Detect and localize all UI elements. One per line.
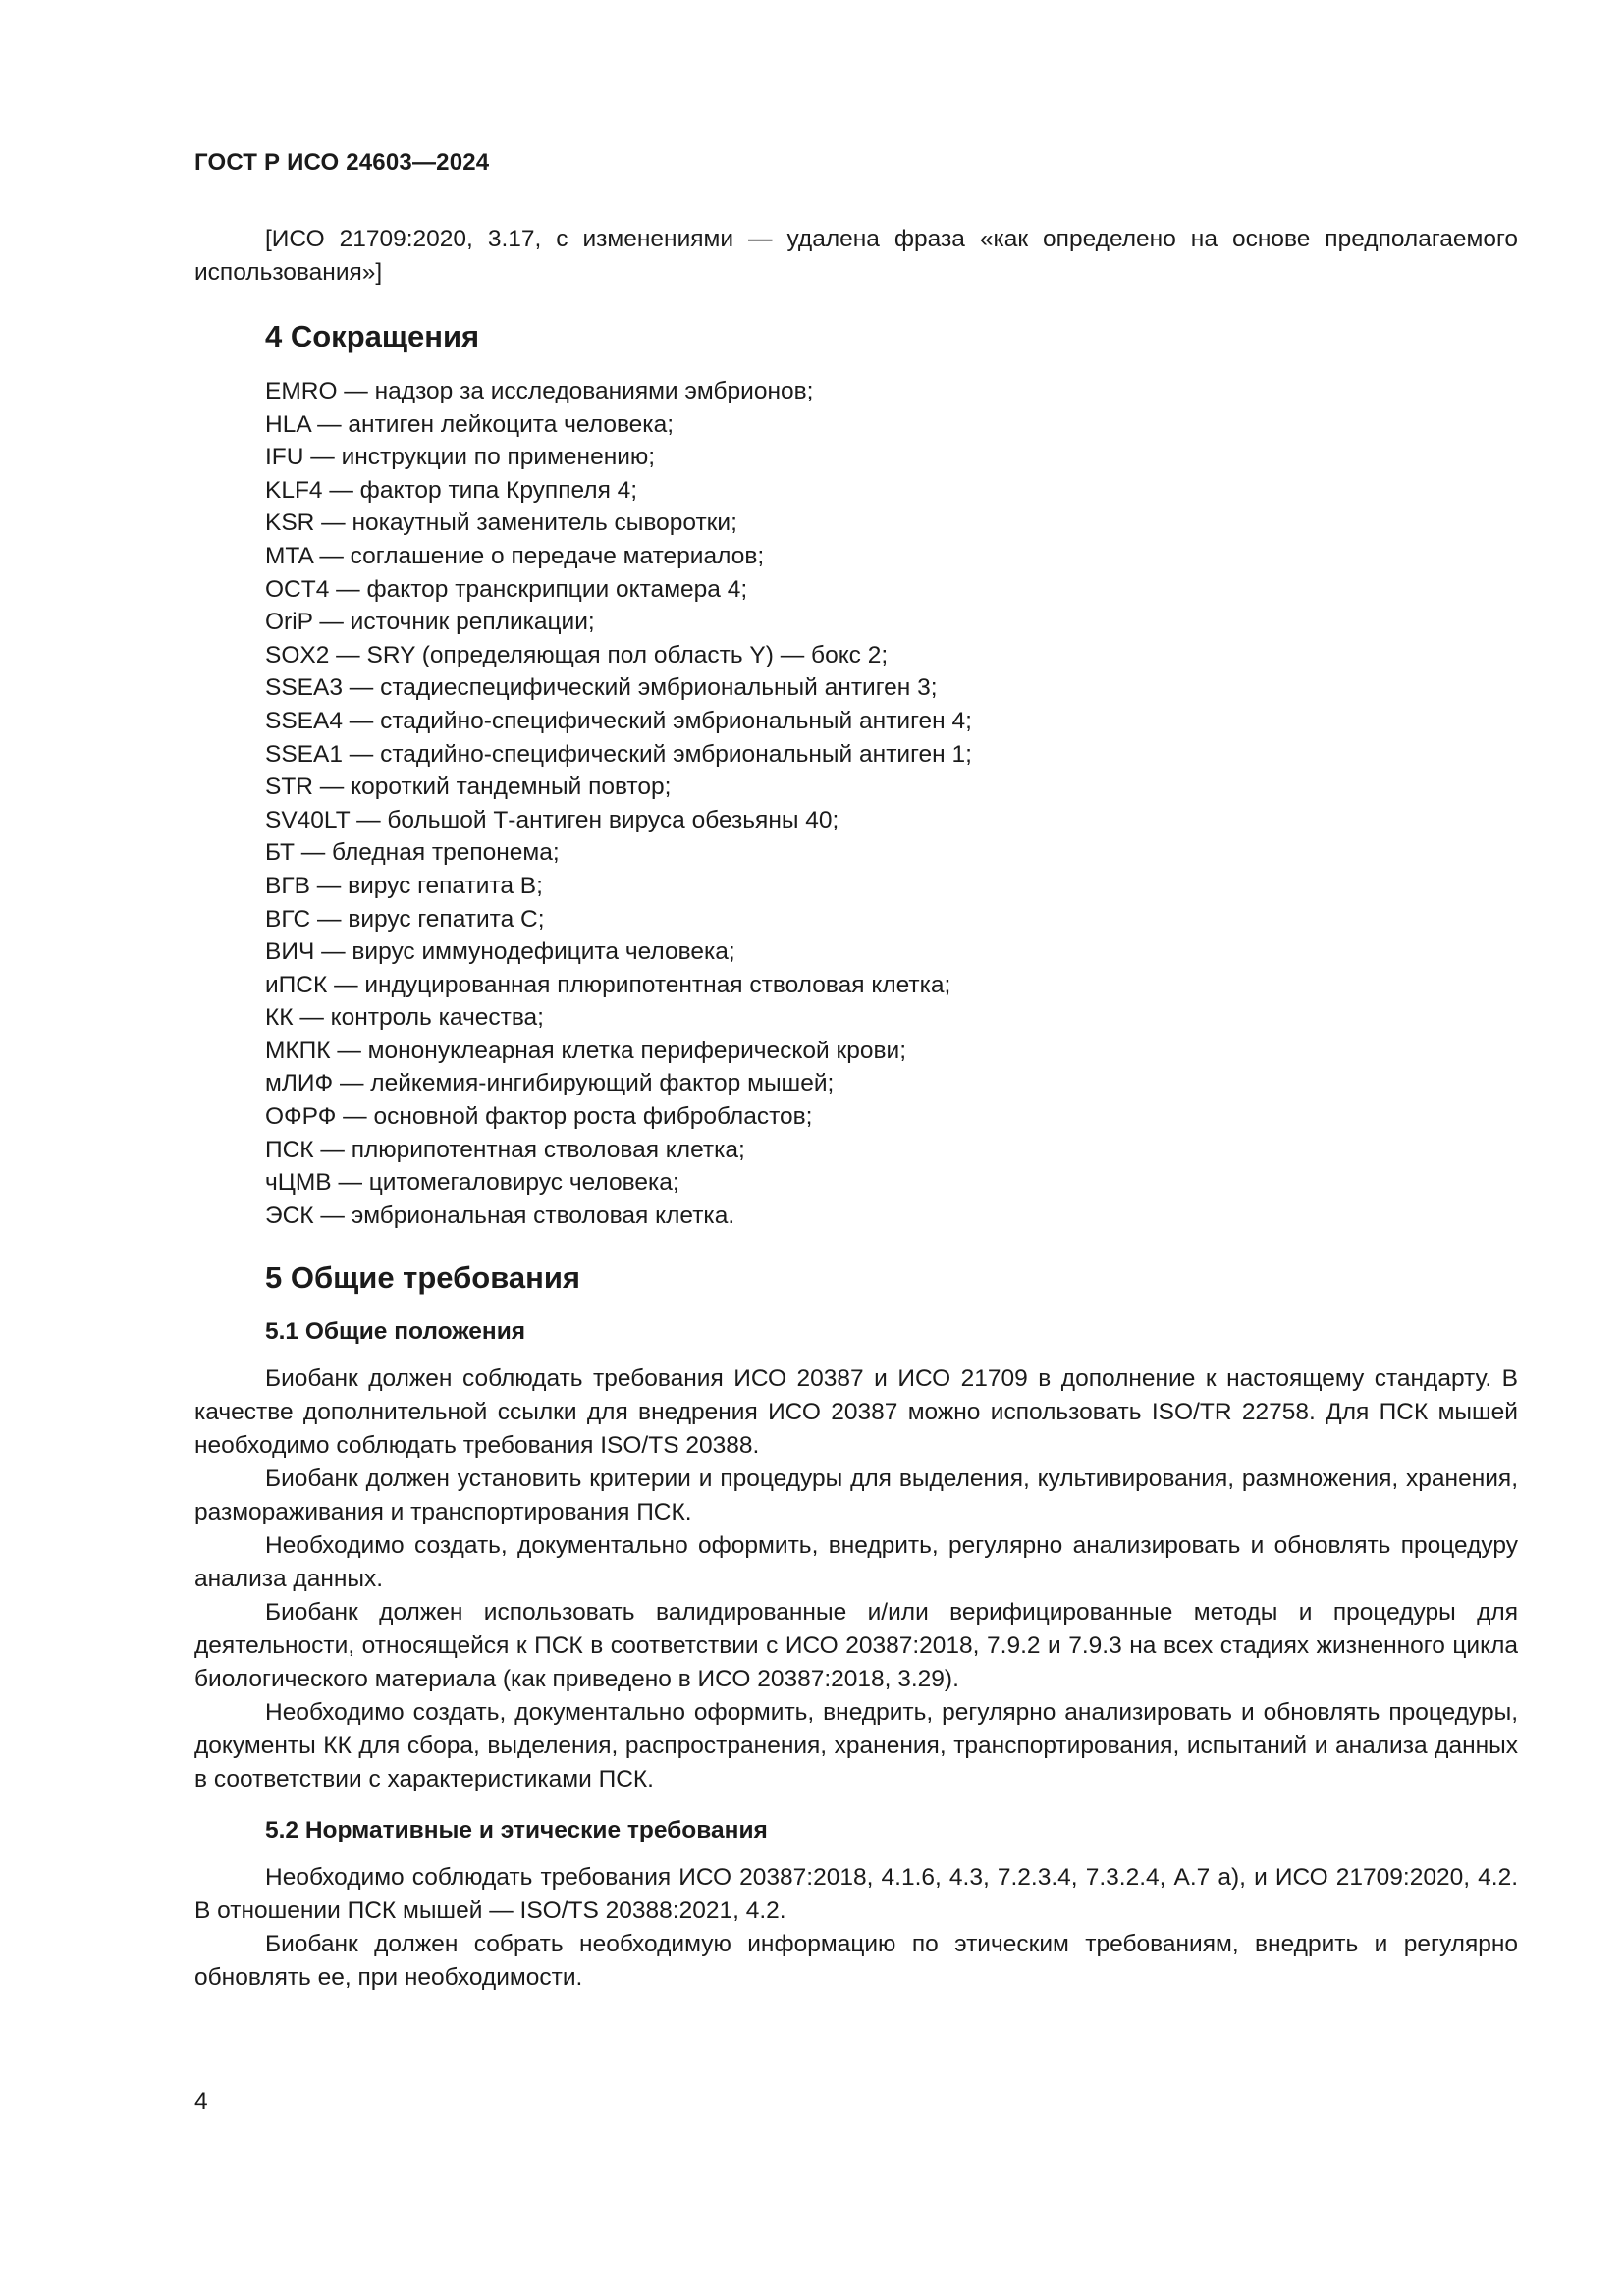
list-item: КК — контроль качества; — [265, 1004, 544, 1032]
subsection-5-1-heading: 5.1 Общие положения — [265, 1318, 526, 1346]
list-item: IFU — инструкции по применению; — [265, 444, 656, 471]
list-item: MTA — соглашение о передаче материалов; — [265, 542, 765, 569]
list-item: ВИЧ — вирус иммунодефицита человека; — [265, 938, 735, 966]
list-item: EMRO — надзор за исследованиями эмбрионов; — [265, 378, 814, 404]
list-item: OriP — источник репликации; — [265, 609, 595, 636]
paragraph: Необходимо соблюдать требования ИСО 20387:2018, 4.1.6, 4.3, 7.2.3.4, 7.3.2.4, А.7 а), и ИСО 21709:2020, 4.2. В отношении ПСК мышей — ISO/TS 20388:2021, 4.2. — [194, 1864, 1518, 1925]
list-item: иПСК — индуцированная плюрипотентная стволовая клетка; — [265, 971, 951, 998]
list-item: SSEA1 — стадийно-специфический эмбриональный антиген 1; — [265, 740, 972, 768]
paragraph: Биобанк должен установить критерии и процедуры для выделения, культивирования, размножения, хранения, размораживания и транспортирования ПСК. — [194, 1466, 1518, 1526]
list-item: МКПК — мононуклеарная клетка периферической крови; — [265, 1037, 907, 1064]
paragraph: Необходимо создать, документально оформить, внедрить, регулярно анализировать и обновлять процедуры, документы КК для сбора, выделения, распространения, хранения, транспортирования, испытаний и анализа данных в соответствии с характеристиками ПСК. — [194, 1699, 1518, 1793]
list-item: ВГВ — вирус гепатита В; — [265, 872, 543, 899]
list-item: ОФРФ — основной фактор роста фибробластов; — [265, 1103, 813, 1131]
list-item: STR — короткий тандемный повтор; — [265, 774, 672, 801]
list-item: чЦМВ — цитомегаловирус человека; — [265, 1169, 679, 1197]
list-item: HLA — антиген лейкоцита человека; — [265, 410, 674, 438]
list-item: OCT4 — фактор транскрипции октамера 4; — [265, 575, 748, 603]
section-4-heading: 4 Сокращения — [265, 319, 480, 353]
paragraph: Биобанк должен использовать валидированные и/или верифицированные методы и процедуры для деятельности, относящейся к ПСК в соответствии с ИСО 20387:2018, 7.9.2 и 7.9.3 на всех стадиях жизненного цикла биологического материала (как приведено в ИСО 20387:2018, 3.29). — [194, 1599, 1518, 1693]
list-item: ВГС — вирус гепатита С; — [265, 905, 545, 933]
list-item: БТ — бледная трепонема; — [265, 839, 560, 867]
list-item: SSEA3 — стадиеспецифический эмбриональный антиген 3; — [265, 674, 938, 702]
list-item: ЭСК — эмбриональная стволовая клетка. — [265, 1201, 735, 1229]
page-number: 4 — [194, 2088, 208, 2114]
document-header: ГОСТ Р ИСО 24603—2024 — [194, 149, 490, 176]
list-item: мЛИФ — лейкемия-ингибирующий фактор мышей; — [265, 1070, 835, 1097]
list-item: SV40LT — большой Т-антиген вируса обезьяны 40; — [265, 806, 839, 833]
paragraph: Биобанк должен собрать необходимую информацию по этическим требованиям, внедрить и регулярно обновлять ее, при необходимости. — [194, 1931, 1518, 1992]
list-item: SOX2 — SRY (определяющая пол область Y) — бокс 2; — [265, 641, 889, 668]
paragraph: Необходимо создать, документально оформить, внедрить, регулярно анализировать и обновлять процедуру анализа данных. — [194, 1532, 1518, 1593]
list-item: ПСК — плюрипотентная стволовая клетка; — [265, 1136, 745, 1163]
page-content — [194, 223, 1518, 1995]
section-5-heading: 5 Общие требования — [265, 1260, 580, 1296]
subsection-5-2-heading: 5.2 Нормативные и этические требования — [265, 1817, 768, 1844]
list-item: SSEA4 — стадийно-специфический эмбриональный антиген 4; — [265, 707, 972, 734]
list-item: KLF4 — фактор типа Круппеля 4; — [265, 476, 638, 504]
abbreviation-list — [194, 375, 1518, 1232]
intro-citation: [ИСО 21709:2020, 3.17, с изменениями — удалена фраза «как определено на основе предполагаемого использования»] — [194, 226, 1518, 286]
list-item: KSR — нокаутный заменитель сыворотки; — [265, 509, 737, 537]
paragraph: Биобанк должен соблюдать требования ИСО 20387 и ИСО 21709 в дополнение к настоящему стандарту. В качестве дополнительной ссылки для внедрения ИСО 20387 можно использовать ISO/TR 22758. Для ПСК мышей необходимо соблюдать требования ISO/TS 20388. — [194, 1365, 1518, 1460]
